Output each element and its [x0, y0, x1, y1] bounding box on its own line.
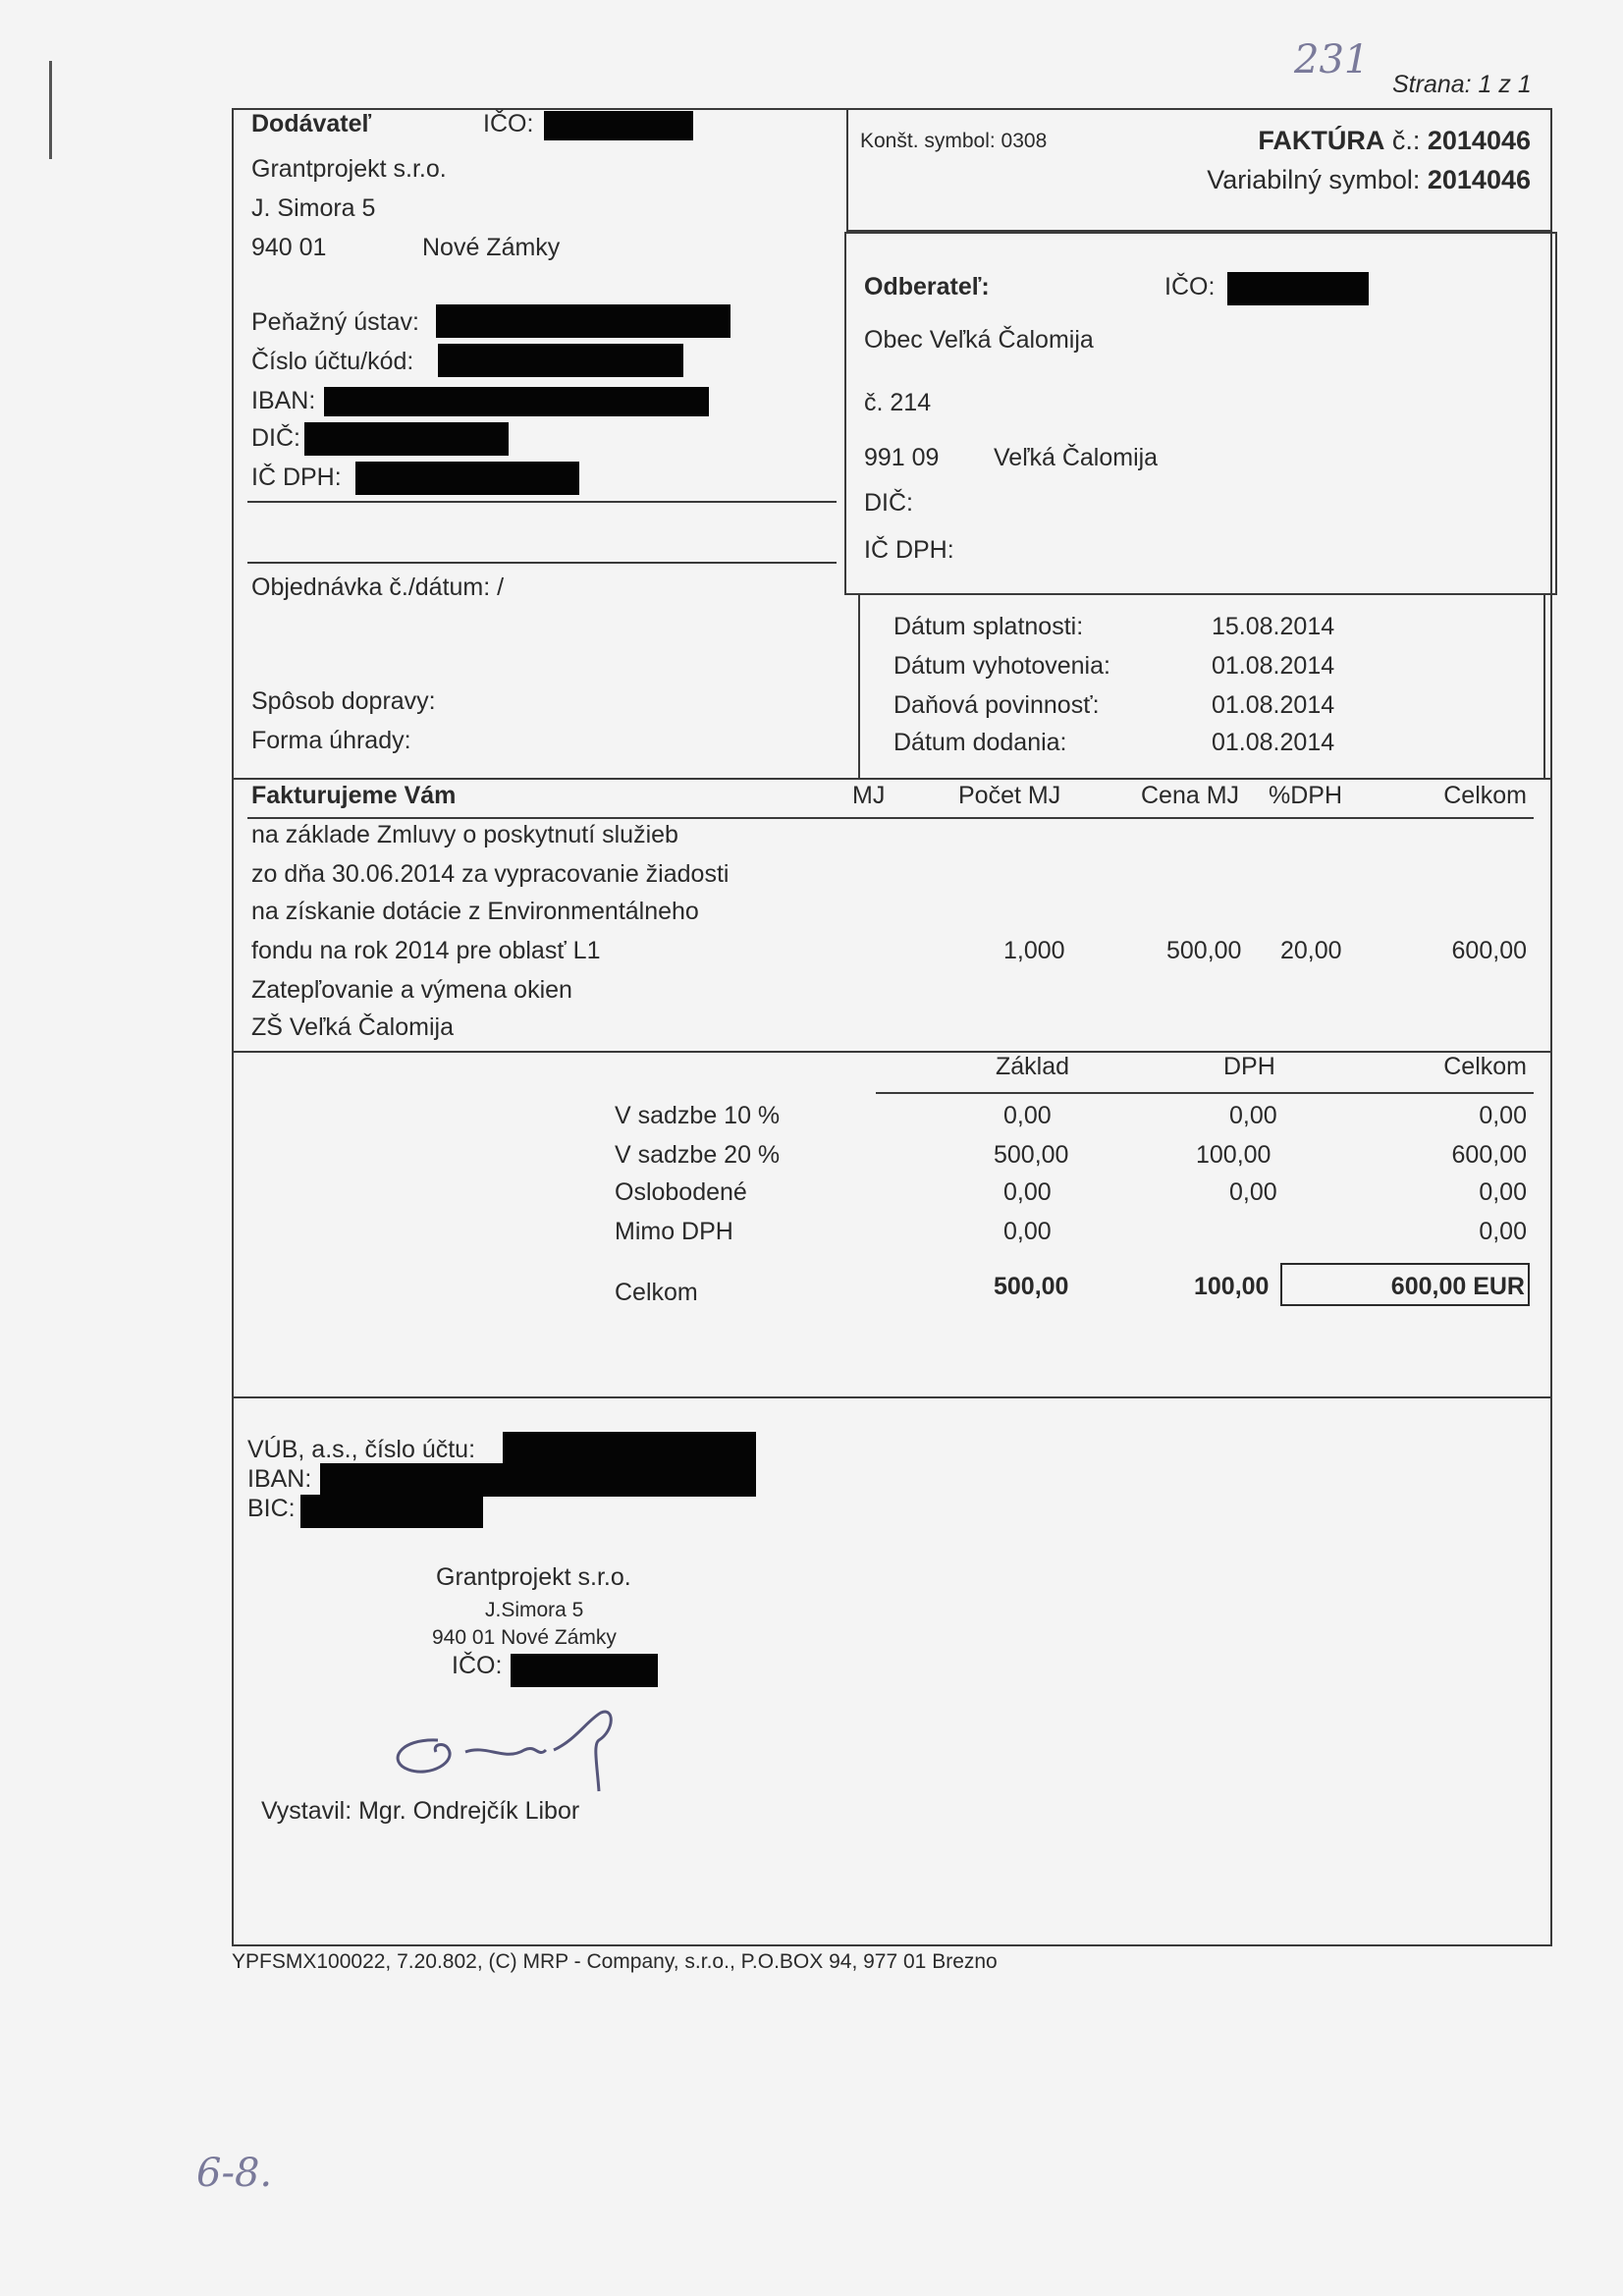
items-title: Fakturujeme Vám [251, 782, 457, 809]
stamp-city: 940 01 Nové Zámky [432, 1626, 617, 1649]
divider [247, 817, 1534, 819]
supplier-street: J. Simora 5 [251, 194, 376, 222]
variable-symbol-label: Variabilný symbol: [1207, 165, 1421, 194]
iban-label: IBAN: [251, 387, 316, 414]
redacted-block [320, 1463, 756, 1497]
redacted-block [436, 304, 730, 338]
date-value: 15.08.2014 [1212, 613, 1335, 640]
customer-zip: 991 09 [864, 444, 940, 471]
summary-total-base: 500,00 [994, 1273, 1069, 1300]
divider [247, 501, 837, 503]
item-total: 600,00 [1451, 937, 1527, 964]
invoice-number-label: č.: [1391, 126, 1421, 155]
summary-col-base: Základ [996, 1053, 1070, 1080]
summary-row-base: 500,00 [994, 1141, 1069, 1169]
redacted-block [511, 1654, 658, 1687]
summary-row-base: 0,00 [1003, 1178, 1052, 1206]
divider [846, 108, 848, 231]
item-price: 500,00 [1166, 937, 1242, 964]
transport-label: Spôsob dopravy: [251, 687, 436, 715]
col-price: Cena MJ [1141, 782, 1240, 809]
customer-icdph-label: IČ DPH: [864, 536, 954, 564]
invoice-title-line [1258, 126, 1531, 156]
col-vat: %DPH [1269, 782, 1343, 809]
item-text-line: na získanie dotácie z Environmentálneho [251, 898, 699, 925]
item-text-line: fondu na rok 2014 pre oblasť L1 [251, 937, 601, 964]
account-label: Číslo účtu/kód: [251, 348, 414, 375]
summary-row-label: V sadzbe 20 % [615, 1141, 781, 1169]
item-text-line: ZŠ Veľká Čalomija [251, 1013, 454, 1041]
col-count: Počet MJ [958, 782, 1061, 809]
redacted-block [1227, 272, 1369, 305]
bank-iban-label: IBAN: [247, 1465, 312, 1493]
redacted-block [300, 1495, 483, 1528]
item-text-line: zo dňa 30.06.2014 za vypracovanie žiadosti [251, 860, 730, 888]
const-symbol: Konšt. symbol: 0308 [860, 130, 1048, 152]
customer-name: Obec Veľká Čalomija [864, 326, 1094, 354]
summary-total-vat: 100,00 [1194, 1273, 1270, 1300]
footer-text: YPFSMX100022, 7.20.802, (C) MRP - Company, s.r.o., P.O.BOX 94, 977 01 Brezno [232, 1950, 998, 1973]
customer-ico-label: IČO: [1164, 273, 1216, 301]
summary-row-label: Mimo DPH [615, 1218, 733, 1245]
redacted-block [438, 344, 683, 377]
redacted-block [324, 387, 709, 416]
redacted-block [503, 1432, 756, 1465]
supplier-name: Grantprojekt s.r.o. [251, 155, 447, 183]
supplier-zip: 940 01 [251, 234, 327, 261]
summary-row-vat: 100,00 [1196, 1141, 1271, 1169]
col-total: Celkom [1443, 782, 1527, 809]
divider [232, 778, 1552, 780]
summary-row-total: 0,00 [1479, 1178, 1527, 1206]
bank-label: Peňažný ústav: [251, 308, 419, 336]
stamp-street: J.Simora 5 [485, 1599, 584, 1621]
summary-row-total: 0,00 [1479, 1102, 1527, 1129]
supplier-ico-label: IČO: [483, 110, 534, 137]
summary-row-base: 0,00 [1003, 1102, 1052, 1129]
variable-symbol: 2014046 [1427, 165, 1531, 194]
divider [247, 562, 837, 564]
handwritten-note: 6-8. [196, 2151, 273, 2196]
bank-bic-label: BIC: [247, 1495, 296, 1522]
summary-col-vat: DPH [1223, 1053, 1275, 1080]
redacted-block [355, 462, 579, 495]
summary-total-label: Celkom [615, 1279, 698, 1306]
stamp-name: Grantprojekt s.r.o. [436, 1563, 631, 1591]
summary-row-total: 0,00 [1479, 1218, 1527, 1245]
col-mj: MJ [852, 782, 886, 809]
summary-row-label: Oslobodené [615, 1178, 747, 1206]
customer-dic-label: DIČ: [864, 489, 913, 517]
date-value: 01.08.2014 [1212, 652, 1335, 680]
customer-street: č. 214 [864, 389, 932, 416]
customer-city: Veľká Čalomija [994, 444, 1159, 471]
supplier-heading: Dodávateľ [251, 110, 372, 137]
summary-row-vat: 0,00 [1229, 1102, 1277, 1129]
item-count: 1,000 [1003, 937, 1065, 964]
bank-account-label: VÚB, a.s., číslo účtu: [247, 1436, 476, 1463]
stamp-ico-label: IČO: [452, 1652, 503, 1679]
date-label: Daňová povinnosť: [893, 691, 1100, 719]
page-number: Strana: 1 z 1 [1392, 71, 1532, 98]
divider [1543, 595, 1545, 778]
redacted-block [304, 422, 509, 456]
dic-label: DIČ: [251, 424, 300, 452]
date-label: Dátum splatnosti: [893, 613, 1084, 640]
divider [858, 595, 860, 778]
icdph-label: IČ DPH: [251, 464, 342, 491]
payment-label: Forma úhrady: [251, 727, 411, 754]
invoice-number: 2014046 [1427, 126, 1531, 155]
item-text-line: na základe Zmluvy o poskytnutí služieb [251, 821, 678, 848]
date-value: 01.08.2014 [1212, 729, 1335, 756]
summary-row-total: 600,00 [1451, 1141, 1527, 1169]
redacted-block [544, 111, 693, 140]
summary-row-vat: 0,00 [1229, 1178, 1277, 1206]
item-text-line: Zatepľovanie a výmena okien [251, 976, 572, 1004]
divider [876, 1092, 1534, 1094]
item-vat: 20,00 [1280, 937, 1342, 964]
summary-row-base: 0,00 [1003, 1218, 1052, 1245]
summary-row-label: V sadzbe 10 % [615, 1102, 781, 1129]
invoice-title: FAKTÚRA [1258, 126, 1385, 155]
handwritten-number: 231 [1294, 37, 1370, 82]
divider [232, 1396, 1552, 1398]
date-label: Dátum dodania: [893, 729, 1067, 756]
divider [232, 1051, 1552, 1053]
issuer: Vystavil: Mgr. Ondrejčík Libor [261, 1797, 580, 1825]
variable-symbol-line [1207, 165, 1531, 195]
binder-mark [49, 61, 52, 159]
date-label: Dátum vyhotovenia: [893, 652, 1110, 680]
summary-col-total: Celkom [1443, 1053, 1527, 1080]
signature [379, 1701, 654, 1799]
date-value: 01.08.2014 [1212, 691, 1335, 719]
grand-total: 600,00 EUR [1390, 1273, 1525, 1300]
supplier-city: Nové Zámky [422, 234, 561, 261]
customer-heading: Odberateľ: [864, 273, 990, 301]
order-label: Objednávka č./dátum: / [251, 574, 505, 601]
